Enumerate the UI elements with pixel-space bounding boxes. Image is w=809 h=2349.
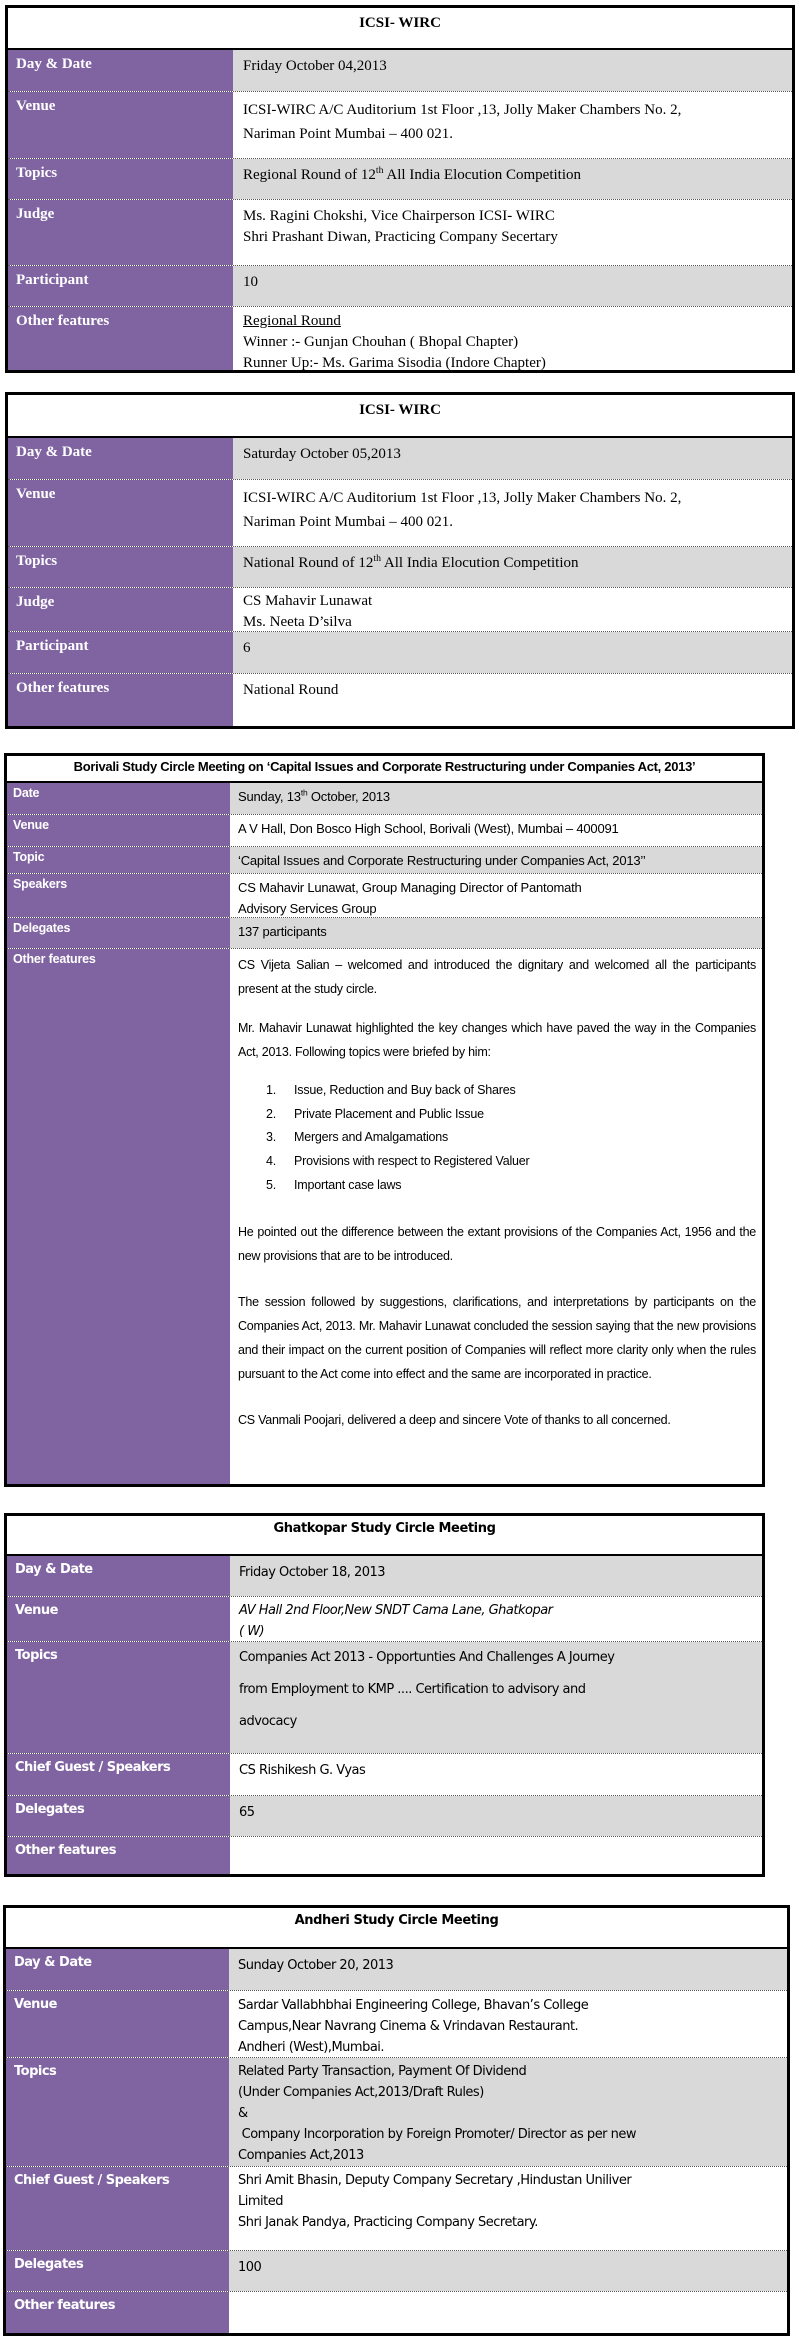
row-value (229, 2292, 787, 2333)
row-value (230, 1837, 762, 1874)
row-value: Companies Act 2013 - Opportunties And Challenges A Journey from Employment to KMP .... Certification to advisory and advocacy (230, 1642, 762, 1753)
list-item: 1. Issue, Reduction and Buy back of Shares (266, 1083, 516, 1097)
table-row-venue (6, 1990, 787, 2057)
table-row-topics (8, 546, 792, 587)
table-row-venue (8, 479, 792, 546)
row-value: AV Hall 2nd Floor,New SNDT Cama Lane, Ghatkopar ( W) (239, 1603, 553, 1639)
table-row-other-features (7, 948, 762, 1484)
row-label: Judge (8, 588, 233, 631)
table-row-other-features (8, 673, 792, 726)
row-value: Ms. Ragini Chokshi, Vice Chairperson ICSI- WIRC Shri Prashant Diwan, Practicing Company Secertary (243, 208, 558, 245)
row-value: CS Mahavir Lunawat Ms. Neeta D’silva (243, 593, 373, 630)
row-value: ‘Capital Issues and Corporate Restructuring under Companies Act, 2013’’ (230, 847, 762, 873)
table-row-topics (6, 2057, 787, 2166)
row-value: 6 (233, 632, 792, 673)
row-label: Topics (6, 2058, 229, 2166)
row-value: Shri Amit Bhasin, Deputy Company Secretary ,Hindustan Uniliver Limited Shri Janak Pandya, Practicing Company Secretary. (238, 2173, 632, 2230)
event-table-ghatkopar-study-circle (4, 1513, 765, 1877)
row-label: Other features (8, 674, 233, 726)
table-row-speakers (7, 873, 762, 917)
row-label: Chief Guest / Speakers (6, 2167, 229, 2250)
row-value: Sunday October 20, 2013 (229, 1949, 787, 1990)
table-row-delegates (7, 1795, 762, 1836)
row-value: National Round of 12th All India Elocution Competition (233, 547, 792, 587)
row-label: Day & Date (8, 438, 233, 479)
table-title: ICSI- WIRC (8, 395, 792, 438)
table-row-topic (7, 846, 762, 873)
table-row-judge (8, 199, 792, 265)
table-row-day-date (7, 1556, 762, 1596)
paragraph: The session followed by suggestions, clarifications, and interpretations by participants on the Companies Act, 2013. Mr. Mahavir Lunawat concluded the session saying that the new provisions and their impact on the current position of Companies will reflect more clarity only when the rules pursuant to the Act come into effect and the same are incorporated in practice. (238, 1294, 756, 1381)
row-value: 65 (230, 1796, 762, 1836)
table-row-other-features (7, 1836, 762, 1874)
row-value: Regional Round Winner :- Gunjan Chouhan ( Bhopal Chapter) Runner Up:- Ms. Garima Sisodia (Indore Chapter) (243, 313, 546, 371)
row-value: Sardar Vallabhbhai Engineering College, Bhavan’s College Campus,Near Navrang Cinema & Vrindavan Restaurant. Andheri (West),Mumbai. (238, 1998, 589, 2055)
row-label: Venue (7, 1597, 230, 1641)
row-label: Other features (8, 307, 233, 370)
row-value: ICSI-WIRC A/C Auditorium 1st Floor ,13, Jolly Maker Chambers No. 2, Nariman Point Mumbai – 400 021. (243, 490, 682, 530)
table-row-venue (8, 91, 792, 158)
paragraph: Mr. Mahavir Lunawat highlighted the key changes which have paved the way in the Companies Act, 2013. Following topics were briefed by him: (238, 1021, 756, 1059)
row-label: Delegates (7, 918, 230, 948)
list-item: 5. Important case laws (266, 1177, 402, 1192)
event-table-borivali-study-circle (4, 753, 765, 1487)
row-value: CS Rishikesh G. Vyas (239, 1763, 366, 1778)
table-row-participant (8, 265, 792, 306)
table-row-venue (7, 814, 762, 846)
row-label: Venue (8, 480, 233, 546)
row-label: Delegates (7, 1796, 230, 1836)
table-row-delegates (6, 2250, 787, 2291)
row-label: Date (7, 783, 230, 814)
event-table-national-round (5, 392, 795, 729)
row-value: Saturday October 05,2013 (233, 438, 792, 479)
table-row-day-date (8, 438, 792, 479)
row-value: Related Party Transaction, Payment Of Dividend (Under Companies Act,2013/Draft Rules) & Company Incorporation by Foreign Promoter/ Director as per new Companies Act,2013 (229, 2058, 787, 2166)
list-item: 4. Provisions with respect to Registered Valuer (266, 1154, 530, 1169)
row-label: Participant (8, 632, 233, 673)
row-label: Chief Guest / Speakers (7, 1754, 230, 1795)
row-label: Judge (8, 200, 233, 265)
row-value: 137 participants (230, 918, 762, 948)
table-row-topics (8, 158, 792, 199)
row-label: Other features (7, 949, 230, 1484)
row-value: Regional Round of 12th All India Elocution Competition (233, 159, 792, 199)
table-title: Ghatkopar Study Circle Meeting (7, 1516, 762, 1556)
row-label: Day & Date (6, 1949, 229, 1990)
paragraph: CS Vijeta Salian – welcomed and introduced the dignitary and welcomed all the participants present at the study circle. (238, 958, 756, 996)
table-row-other-features (8, 306, 792, 370)
row-label: Topics (8, 159, 233, 199)
row-value: Friday October 18, 2013 (230, 1556, 762, 1596)
row-label: Other features (7, 1837, 230, 1874)
list-item: 3. Mergers and Amalgamations (266, 1130, 449, 1145)
row-label: Day & Date (7, 1556, 230, 1596)
table-row-chief-guest-speakers (7, 1753, 762, 1795)
topics-list (238, 1079, 756, 1198)
table-row-chief-guest-speakers (6, 2166, 787, 2250)
row-label: Participant (8, 266, 233, 306)
event-table-andheri-study-circle (3, 1905, 790, 2336)
paragraph: He pointed out the difference between the extant provisions of the Companies Act, 1956 and the new provisions that are to be introduced. (238, 1224, 756, 1263)
row-label: Venue (6, 1991, 229, 2057)
row-label: Speakers (7, 874, 230, 917)
row-label: Topic (7, 847, 230, 873)
table-title: Borivali Study Circle Meeting on ‘Capital Issues and Corporate Restructuring under Companies Act, 2013’ (7, 756, 762, 783)
table-row-day-date (8, 50, 792, 91)
table-row-other-features (6, 2291, 787, 2333)
row-value: 100 (229, 2251, 787, 2291)
row-value: CS Mahavir Lunawat, Group Managing Director of Pantomath Advisory Services Group (238, 880, 582, 916)
table-title: ICSI- WIRC (8, 8, 792, 50)
table-row-delegates (7, 917, 762, 948)
row-label: Venue (7, 815, 230, 846)
table-row-venue (7, 1596, 762, 1641)
table-row-judge (8, 587, 792, 631)
row-value: 10 (233, 266, 792, 306)
row-value: Friday October 04,2013 (233, 50, 792, 91)
table-row-topics (7, 1641, 762, 1753)
list-item: 2. Private Placement and Public Issue (266, 1106, 484, 1121)
table-row-day-date (6, 1949, 787, 1990)
row-value: National Round (243, 682, 339, 698)
row-label: Topics (7, 1642, 230, 1753)
row-label: Other features (6, 2292, 229, 2333)
row-label: Venue (8, 92, 233, 158)
table-title: Andheri Study Circle Meeting (6, 1908, 787, 1949)
row-value: Sunday, 13th October, 2013 (230, 783, 762, 814)
row-value: A V Hall, Don Bosco High School, Borivali (West), Mumbai – 400091 (238, 821, 619, 836)
row-value: ICSI-WIRC A/C Auditorium 1st Floor ,13, Jolly Maker Chambers No. 2, Nariman Point Mumbai – 400 021. (243, 102, 682, 142)
row-label: Topics (8, 547, 233, 587)
event-table-regional-round (5, 5, 795, 373)
table-row-participant (8, 631, 792, 673)
row-label: Day & Date (8, 50, 233, 91)
paragraph: CS Vanmali Poojari, delivered a deep and sincere Vote of thanks to all concerned. (238, 1412, 671, 1427)
row-label: Delegates (6, 2251, 229, 2291)
table-row-date (7, 783, 762, 814)
row-value (230, 949, 762, 1484)
